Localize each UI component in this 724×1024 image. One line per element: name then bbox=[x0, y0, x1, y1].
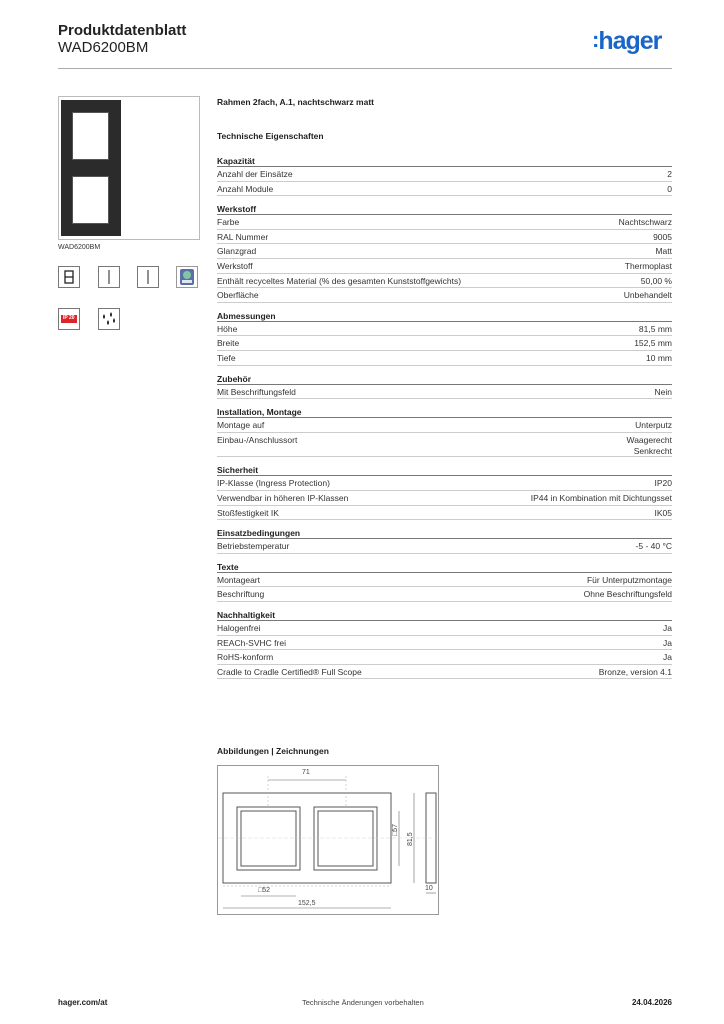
spec-value: Unterputz bbox=[635, 420, 672, 431]
section-divider bbox=[217, 321, 672, 322]
row-divider bbox=[217, 553, 672, 554]
section-divider bbox=[217, 475, 672, 476]
section-divider bbox=[217, 620, 672, 621]
section-title: Abmessungen bbox=[217, 310, 276, 321]
row-divider bbox=[217, 273, 672, 274]
spec-value: IP44 in Kombination mit Dichtungsset bbox=[530, 493, 672, 503]
spec-key: RoHS-konform bbox=[217, 652, 274, 663]
spec-value: Bronze, version 4.1 bbox=[598, 666, 672, 677]
spec-value: Unbehandelt bbox=[623, 290, 672, 301]
spec-value: 2 bbox=[667, 169, 672, 179]
spec-key: Enthält recyceltes Material (% des gesamten Kunststoffgewichts) bbox=[217, 275, 462, 286]
section-title: Zubehör bbox=[217, 373, 251, 384]
spec-value-secondary: Senkrecht bbox=[633, 445, 672, 456]
spec-key: Montageart bbox=[217, 574, 260, 585]
row-divider bbox=[217, 365, 672, 366]
spec-value: 10 mm bbox=[646, 353, 672, 363]
spec-key: Montage auf bbox=[217, 420, 265, 431]
spec-key: Höhe bbox=[217, 323, 238, 334]
water-drops-icon bbox=[98, 308, 120, 330]
section-divider bbox=[217, 384, 672, 385]
spec-value: Ja bbox=[663, 623, 672, 633]
dim-inner: □57 bbox=[392, 823, 399, 836]
section-title: Texte bbox=[217, 561, 239, 572]
spec-key: REACh-SVHC frei bbox=[217, 637, 286, 648]
spec-value: 152,5 mm bbox=[634, 338, 672, 349]
header-divider bbox=[58, 68, 672, 69]
drawing-opening-right bbox=[314, 807, 377, 870]
dim-opening: □52 bbox=[258, 887, 271, 894]
spec-value: Ja bbox=[663, 637, 672, 648]
dim-height: 81,5 bbox=[407, 832, 414, 846]
spec-value: Ja bbox=[663, 652, 672, 663]
row-divider bbox=[217, 302, 672, 303]
recycle-badge-icon bbox=[176, 266, 198, 288]
spec-value: Nein bbox=[654, 386, 672, 397]
dim-top: 71 bbox=[302, 769, 310, 776]
logo-dots: : bbox=[592, 27, 599, 52]
row-divider bbox=[217, 586, 672, 587]
spec-value: Waagerecht bbox=[626, 434, 672, 445]
spec-key: Oberfläche bbox=[217, 290, 259, 301]
section-title: Werkstoff bbox=[217, 204, 257, 215]
row-divider bbox=[217, 505, 672, 506]
spec-value: 81,5 mm bbox=[638, 323, 672, 334]
row-divider bbox=[217, 519, 672, 520]
hager-logo bbox=[592, 27, 661, 56]
footer-date: 24.04.2026 bbox=[631, 998, 672, 1007]
ip-rating-text: IP 20 bbox=[63, 315, 75, 321]
spec-key: Beschriftung bbox=[217, 589, 265, 600]
spec-value: 50,00 % bbox=[640, 275, 672, 286]
row-divider bbox=[217, 664, 672, 665]
logo-text: hager bbox=[598, 27, 662, 55]
spec-key: Halogenfrei bbox=[217, 623, 261, 633]
section-title: Einsatzbedingungen bbox=[217, 528, 301, 539]
section-divider bbox=[217, 166, 672, 167]
technical-heading: Technische Eigenschaften bbox=[217, 131, 324, 141]
spec-key: Anzahl der Einsätze bbox=[217, 169, 293, 179]
image-caption: WAD6200BM bbox=[58, 244, 101, 251]
drawing-title: Abbildungen | Zeichnungen bbox=[217, 746, 329, 756]
spec-value: Nachtschwarz bbox=[618, 217, 672, 228]
spec-key: Anzahl Module bbox=[217, 183, 274, 194]
section-title: Kapazität bbox=[217, 156, 255, 166]
row-divider bbox=[217, 601, 672, 602]
row-divider bbox=[217, 287, 672, 288]
section-divider bbox=[217, 417, 672, 418]
row-divider bbox=[217, 398, 672, 399]
row-divider bbox=[217, 335, 672, 336]
spec-key: Cradle to Cradle Certified® Full Scope bbox=[217, 666, 362, 677]
row-divider bbox=[217, 181, 672, 182]
row-divider bbox=[217, 649, 672, 650]
spec-value: -5 - 40 °C bbox=[635, 541, 672, 552]
spec-value: IP20 bbox=[654, 478, 672, 489]
spec-value: Für Unterputzmontage bbox=[586, 574, 672, 585]
spec-key: Breite bbox=[217, 338, 240, 349]
product-number: WAD6200BM bbox=[58, 39, 149, 56]
spec-key: Glanzgrad bbox=[217, 246, 257, 257]
technical-drawing bbox=[217, 765, 439, 915]
row-divider bbox=[217, 678, 672, 679]
spec-row bbox=[217, 435, 672, 458]
spec-value: IK05 bbox=[654, 507, 672, 518]
line-icon bbox=[98, 266, 120, 288]
drawing-opening-left bbox=[237, 807, 300, 870]
spec-key: Betriebstemperatur bbox=[217, 541, 290, 552]
spec-value: Thermoplast bbox=[624, 261, 672, 271]
frame-opening-top bbox=[72, 112, 109, 160]
row-divider bbox=[217, 432, 672, 433]
product-name: Rahmen 2fach, A.1, nachtschwarz matt bbox=[217, 97, 374, 107]
row-divider bbox=[217, 229, 672, 230]
row-divider bbox=[217, 350, 672, 351]
section-divider bbox=[217, 214, 672, 215]
spec-value: 9005 bbox=[653, 231, 672, 242]
spec-key: Einbau-/Anschlussort bbox=[217, 434, 298, 445]
section-divider bbox=[217, 572, 672, 573]
line-icon bbox=[137, 266, 159, 288]
row-divider bbox=[217, 195, 672, 196]
page-title: Produktdatenblatt bbox=[58, 22, 187, 39]
frame-opening-bottom bbox=[72, 176, 109, 224]
row-divider bbox=[217, 635, 672, 636]
spec-key: Tiefe bbox=[217, 353, 236, 363]
spec-key: Stoßfestigkeit IK bbox=[217, 507, 279, 518]
spec-key: Verwendbar in höheren IP-Klassen bbox=[217, 493, 349, 503]
spec-value: Matt bbox=[655, 246, 672, 257]
section-title: Nachhaltigkeit bbox=[217, 610, 276, 620]
row-divider bbox=[217, 243, 672, 244]
spec-key: Farbe bbox=[217, 217, 240, 228]
ip-rating-icon bbox=[58, 308, 80, 330]
spec-key: IP-Klasse (Ingress Protection) bbox=[217, 478, 330, 489]
spec-value: 0 bbox=[667, 183, 672, 194]
product-image bbox=[58, 96, 200, 240]
dim-width: 152,5 bbox=[298, 900, 316, 907]
section-title: Sicherheit bbox=[217, 465, 259, 476]
section-divider bbox=[217, 538, 672, 539]
row-divider bbox=[217, 456, 672, 457]
footer-notice: Technische Änderungen vorbehalten bbox=[302, 998, 424, 1007]
spec-value: Ohne Beschriftungsfeld bbox=[583, 589, 672, 600]
row-divider bbox=[217, 490, 672, 491]
count-8-icon bbox=[58, 266, 80, 288]
dim-depth: 10 bbox=[425, 885, 433, 892]
spec-key: Werkstoff bbox=[217, 261, 253, 271]
footer-website: hager.com/at bbox=[58, 998, 108, 1007]
spec-key: Mit Beschriftungsfeld bbox=[217, 386, 296, 397]
spec-key: RAL Nummer bbox=[217, 231, 269, 242]
row-divider bbox=[217, 258, 672, 259]
section-title: Installation, Montage bbox=[217, 407, 302, 418]
